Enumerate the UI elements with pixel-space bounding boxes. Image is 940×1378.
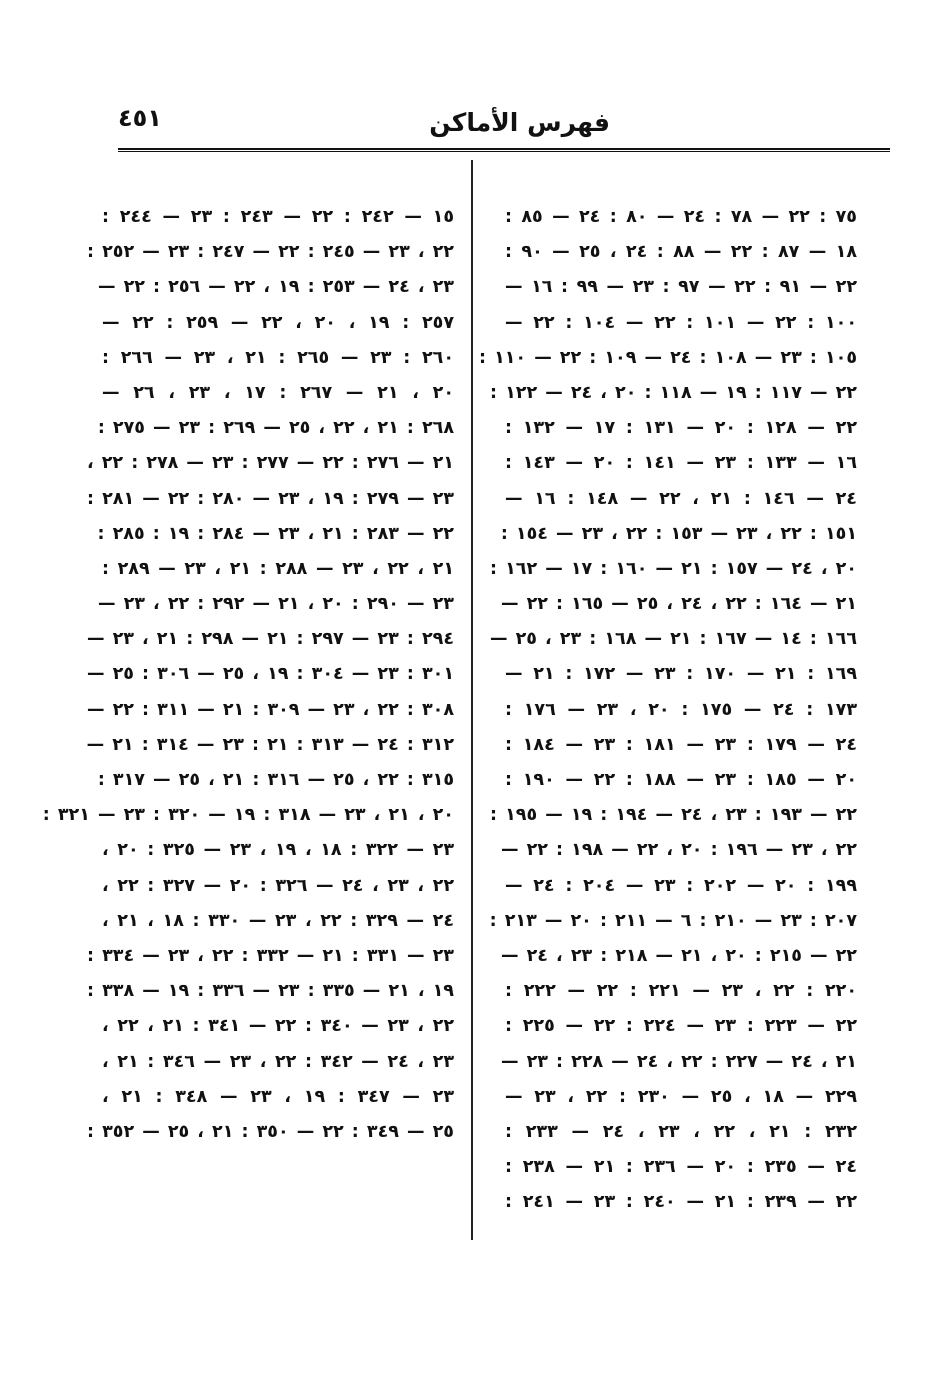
page-number: ٤٥١ [118, 104, 162, 132]
page-header [0, 0, 940, 160]
index-line: ٣١٥ : ٢٢ ، ٢٥ — ٣١٦ : ٢١ ، ٢٥ — ٣١٧ : [97, 770, 454, 790]
index-line: ١٩ ، ٢١ — ٣٣٥ : ٢٣ — ٣٣٦ : ١٩ — ٣٣٨ : [86, 981, 454, 1002]
index-line: ١٥ — ٢٤٢ : ٢٢ — ٢٤٣ : ٢٣ — ٢٤٤ : [102, 207, 455, 227]
index-line: ٢٢ — ٢٨٣ : ٢١ ، ٢٣ — ٢٨٤ : ١٩ : ٢٨٥ : [97, 523, 454, 544]
index-line: ١٠٠ : ٢٢ — ١٠١ : ٢٢ — ١٠٤ : ٢٢ — [505, 312, 858, 333]
index-line: ١٦ — ١٣٣ : ٢٣ — ١٤١ : ٢٠ — ١٤٣ : [505, 453, 858, 474]
index-line: ٢٢ — ١٢٨ : ٢٠ — ١٣١ : ١٧ — ١٣٢ : [505, 418, 858, 439]
index-line: ٢٢ ، ٢٣ — ٣٤٠ : ٢٢ — ٣٤١ : ٢١ ، ٢٢ ، [102, 1016, 455, 1037]
index-line: ١٦٦ : ١٤ — ١٦٧ : ٢١ — ١٦٨ : ٢٣ ، ٢٥ — [489, 629, 857, 650]
index-line: ٢٣ — ٣٤٧ : ١٩ ، ٢٣ — ٣٤٨ : ٢١ ، [102, 1086, 455, 1107]
index-line: ٢٣ — ٢٧٩ : ١٩ ، ٢٣ — ٢٨٠ : ٢٢ — ٢٨١ : [86, 488, 454, 509]
index-line: ٢٠ ، ٢٤ — ١٥٧ : ٢١ — ١٦٠ : ١٧ — ١٦٢ : [489, 558, 857, 579]
page-title: فهرس الأماكن [429, 108, 610, 137]
index-line: ٢٤ — ١٤٦ : ٢١ ، ٢٢ — ١٤٨ : ١٦ — [505, 488, 857, 509]
index-line: ٢٠ — ١٨٥ : ٢٣ — ١٨٨ : ٢٢ — ١٩٠ : [505, 770, 858, 790]
index-line: ٢٩٤ : ٢٣ — ٢٩٧ : ٢١ — ٢٩٨ : ٢١ ، ٢٣ — [86, 629, 454, 650]
index-line: ٢٢ — ٢١٥ : ٢٠ ، ٢١ — ٢١٨ : ٢٣ ، ٢٤ — [501, 945, 857, 966]
index-column-left [42, 200, 455, 1150]
index-line: ٢٤ — ٢٣٥ : ٢٠ — ٢٣٦ : ٢١ — ٢٣٨ : [505, 1157, 858, 1178]
index-line: ٣٠١ : ٢٣ — ٣٠٤ : ١٩ ، ٢٥ — ٣٠٦ : ٢٥ — [86, 664, 454, 685]
index-line: ٢٢ ، ٢٣ — ١٩٦ : ٢٠ ، ٢٢ — ١٩٨ : ٢٢ — [501, 840, 857, 861]
index-line: ٢٣ ، ٢٤ — ٣٤٢ : ٢٢ ، ٢٣ — ٣٤٦ : ٢١ ، [102, 1051, 455, 1072]
index-line: ٧٥ : ٢٢ — ٧٨ : ٢٤ — ٨٠ : ٢٤ — ٨٥ : [505, 207, 857, 227]
index-line: ٢٣ — ٣٣١ : ٢١ — ٣٣٢ : ٢٢ ، ٢٣ — ٣٣٤ : [86, 945, 454, 966]
column-divider [471, 160, 473, 1240]
index-line: ٢٢٩ — ١٨ ، ٢٥ — ٢٣٠ : ٢٢ ، ٢٣ — [505, 1086, 857, 1107]
index-line: ٢٣ — ٣٢٢ : ١٨ ، ١٩ ، ٢٣ — ٣٢٥ : ٢٠ ، [102, 840, 455, 861]
header-rule [118, 148, 890, 152]
index-line: ١٧٣ : ٢٤ — ١٧٥ : ٢٠ ، ٢٣ — ١٧٦ : [505, 699, 857, 720]
index-line: ١٥١ : ٢٢ ، ٢٣ — ١٥٣ : ٢٢ ، ٢٣ — ١٥٤ : [500, 523, 857, 544]
index-line: ٢٢ — ٩١ : ٢٢ — ٩٧ : ٢٣ — ٩٩ : ١٦ — [505, 277, 858, 298]
index-line: ١٦٩ : ٢١ — ١٧٠ : ٢٣ — ١٧٢ : ٢١ — [505, 664, 858, 685]
index-line: ١٩٩ : ٢٠ — ٢٠٢ : ٢٣ — ٢٠٤ : ٢٤ — [505, 875, 858, 896]
index-line: ٢٣٢ : ٢١ ، ٢٢ ، ٢٣ ، ٢٤ — ٢٣٣ : [505, 1121, 857, 1142]
index-line: ٢١ — ٢٧٦ : ٢٢ — ٢٧٧ : ٢٣ — ٢٧٨ : ٢٢ ، [86, 453, 454, 474]
index-line: ٢٤ — ٣٢٩ : ٢٢ ، ٢٣ — ٣٣٠ : ١٨ ، ٢١ ، [102, 910, 455, 931]
index-line: ٢٠ ، ٢١ ، ٢٣ — ٣١٨ : ١٩ — ٣٢٠ : ٢٣ — ٣٢١ : [42, 805, 454, 826]
index-line: ٢٢٠ : ٢٢ ، ٢٣ — ٢٢١ : ٢٢ — ٢٢٢ : [505, 981, 857, 1002]
index-line: ٢٣ ، ٢٤ — ٢٥٣ : ١٩ ، ٢٢ — ٢٥٦ : ٢٢ — [98, 277, 454, 298]
index-line: ٢٤ — ١٧٩ : ٢٣ — ١٨١ : ٢٣ — ١٨٤ : [505, 734, 858, 755]
index-line: ٢٢ ، ٢٣ — ٢٤٥ : ٢٢ — ٢٤٧ : ٢٣ — ٢٥٢ : [86, 242, 454, 263]
index-line: ٢٥ — ٣٤٩ : ٢٢ — ٣٥٠ : ٢١ ، ٢٥ — ٣٥٢ : [86, 1121, 454, 1142]
index-line: ٢٣ — ٢٩٠ : ٢٠ ، ٢١ — ٢٩٢ : ٢٢ ، ٢٣ — [98, 594, 454, 615]
index-line: ١٨ — ٨٧ : ٢٢ — ٨٨ : ٢٤ ، ٢٥ — ٩٠ : [505, 242, 858, 263]
index-line: ٢٢ ، ٢٣ ، ٢٤ — ٣٢٦ : ٢٠ — ٣٢٧ : ٢٢ ، [102, 875, 455, 896]
index-line: ٣١٢ : ٢٤ — ٣١٣ : ٢١ : ٢٣ — ٣١٤ : ٢١ — [86, 734, 454, 755]
index-column-right [478, 200, 858, 1220]
index-line: ٣٠٨ : ٢٢ ، ٢٣ — ٣٠٩ : ٢١ — ٣١١ : ٢٢ — [86, 699, 454, 720]
index-line: ٢٠ ، ٢١ — ٢٦٧ : ١٧ ، ٢٣ ، ٢٦ — [102, 382, 455, 403]
index-line: ٢١ ، ٢٢ ، ٢٣ — ٢٨٨ : ٢١ ، ٢٣ — ٢٨٩ : [102, 558, 455, 579]
index-line: ٢١ — ١٦٤ : ٢٢ ، ٢٤ ، ٢٥ — ١٦٥ : ٢٢ — [501, 594, 857, 615]
index-line: ٢١ ، ٢٤ — ٢٢٧ : ٢٢ ، ٢٤ — ٢٢٨ : ٢٣ — [501, 1051, 857, 1072]
index-line: ٢٦٨ : ٢١ ، ٢٢ ، ٢٥ — ٢٦٩ : ٢٣ — ٢٧٥ : [97, 418, 454, 439]
index-line: ٢٢ — ١٩٣ : ٢٣ ، ٢٤ — ١٩٤ : ١٩ — ١٩٥ : [489, 805, 857, 826]
index-line: ٢٠٧ : ٢٣ — ٢١٠ : ٦ — ٢١١ : ٢٠ — ٢١٣ : [489, 910, 857, 931]
index-line: ٢٢ — ٢٢٣ : ٢٣ — ٢٢٤ : ٢٢ — ٢٢٥ : [505, 1016, 858, 1037]
index-line: ٢٥٧ : ١٩ ، ٢٠ ، ٢٢ — ٢٥٩ : ٢٢ — [102, 312, 455, 333]
index-line: ٢٢ — ١١٧ : ١٩ — ١١٨ : ٢٠ ، ٢٤ — ١٢٢ : [489, 382, 857, 403]
index-line: ١٠٥ : ٢٣ — ١٠٨ : ٢٤ — ١٠٩ : ٢٢ — ١١٠ : [478, 347, 857, 368]
index-line: ٢٢ — ٢٣٩ : ٢١ — ٢٤٠ : ٢٣ — ٢٤١ : [505, 1192, 858, 1213]
index-line: ٢٦٠ : ٢٣ — ٢٦٥ : ٢١ ، ٢٣ — ٢٦٦ : [102, 347, 454, 368]
